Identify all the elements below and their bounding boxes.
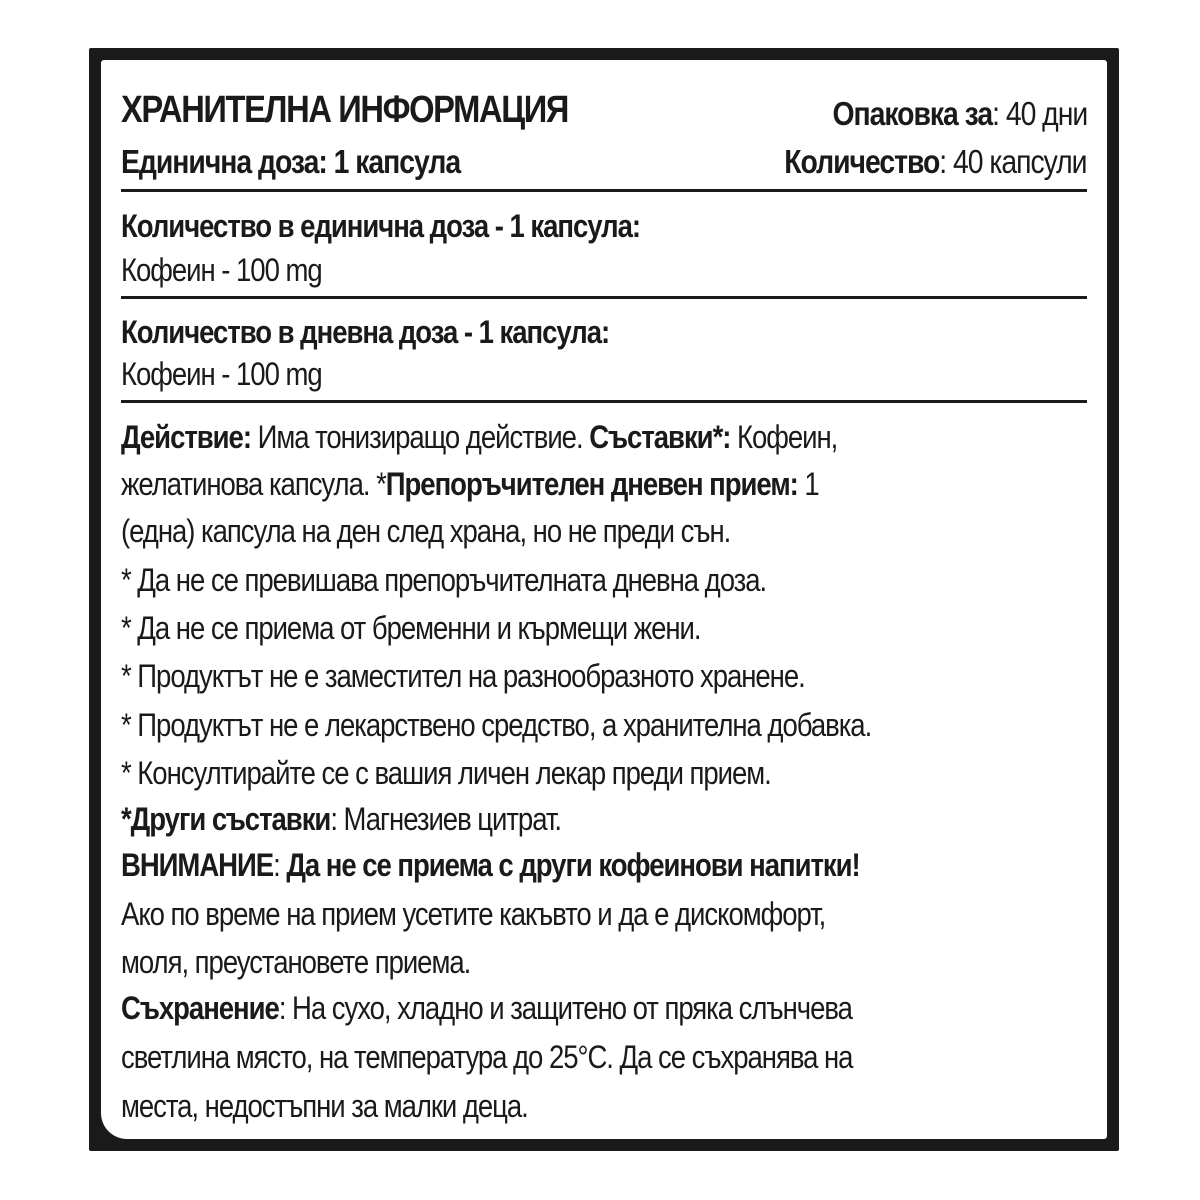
nutrition-info-panel — [101, 60, 1107, 1139]
storage-label: Съхранение — [121, 990, 279, 1026]
ingredients-line — [121, 464, 952, 504]
divider — [121, 400, 1087, 403]
ingredients-cont: желатинова капсула. * — [121, 466, 386, 502]
action-line — [121, 417, 952, 457]
action-text: Има тонизиращо действие. — [250, 419, 590, 455]
action-label: Действие: — [121, 419, 251, 455]
ingredients-label: Съставки*: — [589, 419, 731, 455]
divider — [121, 189, 1087, 192]
daily-dose-value: Кофеин - 100 mg — [121, 356, 322, 392]
attention-label: ВНИМАНИЕ — [121, 847, 274, 883]
attention-colon: : — [273, 847, 287, 883]
storage-text-1: : На сухо, хладно и защитено от пряка слънчева — [278, 990, 852, 1026]
warning-item: * Продуктът не е лекарствено средство, а хранителна добавка. — [121, 707, 872, 743]
recommended-text: (една) капсула на ден след храна, но не преди сън. — [121, 513, 731, 549]
quantity-label: Количество — [784, 143, 940, 180]
discomfort-line-1: Ако по време на прием усетите какъвто и да е дискомфорт, — [121, 896, 826, 932]
other-text: : Магнезиев цитрат. — [330, 801, 561, 837]
recommended-label: Препоръчителен дневен прием: — [385, 466, 798, 502]
divider — [121, 296, 1087, 299]
quantity-info — [785, 142, 1087, 182]
other-label: *Други съставки — [121, 801, 331, 837]
warning-item: * Да не се превишава препоръчителната дневна доза. — [121, 562, 767, 598]
storage-line-2: светлина място, на температура до 25°C. Да се съхранява на — [121, 1039, 853, 1075]
daily-dose-heading: Количество в дневна доза - 1 капсула: — [121, 314, 610, 350]
attention-text: Да не се приема с други кофеинови напитки! — [286, 847, 860, 883]
other-ingredients-line — [121, 799, 952, 839]
storage-line-3: места, недостъпни за малки деца. — [121, 1088, 528, 1124]
quantity-value: : 40 капсули — [939, 143, 1087, 180]
dose-info: Единична доза: 1 капсула — [121, 143, 461, 180]
ingredients-text: Кофеин, — [730, 419, 838, 455]
unit-dose-heading: Количество в единична доза - 1 капсула: — [121, 208, 640, 244]
panel-title: ХРАНИТЕЛНА ИНФОРМАЦИЯ — [121, 89, 568, 131]
attention-line — [121, 845, 952, 885]
package-value: : 40 дни — [991, 95, 1087, 132]
warning-item: * Продуктът не е заместител на разнообразното хранене. — [121, 658, 805, 694]
warning-item: * Консултирайте се с вашия личен лекар преди прием. — [121, 755, 771, 791]
storage-line-1 — [121, 988, 952, 1028]
discomfort-line-2: моля, преустановете приема. — [121, 944, 471, 980]
package-info — [832, 94, 1087, 134]
package-label: Опаковка за — [832, 95, 992, 132]
unit-dose-value: Кофеин - 100 mg — [121, 252, 322, 288]
warning-item: * Да не се приема от бременни и кърмещи жени. — [121, 610, 701, 646]
recommended-num: 1 — [797, 466, 819, 502]
